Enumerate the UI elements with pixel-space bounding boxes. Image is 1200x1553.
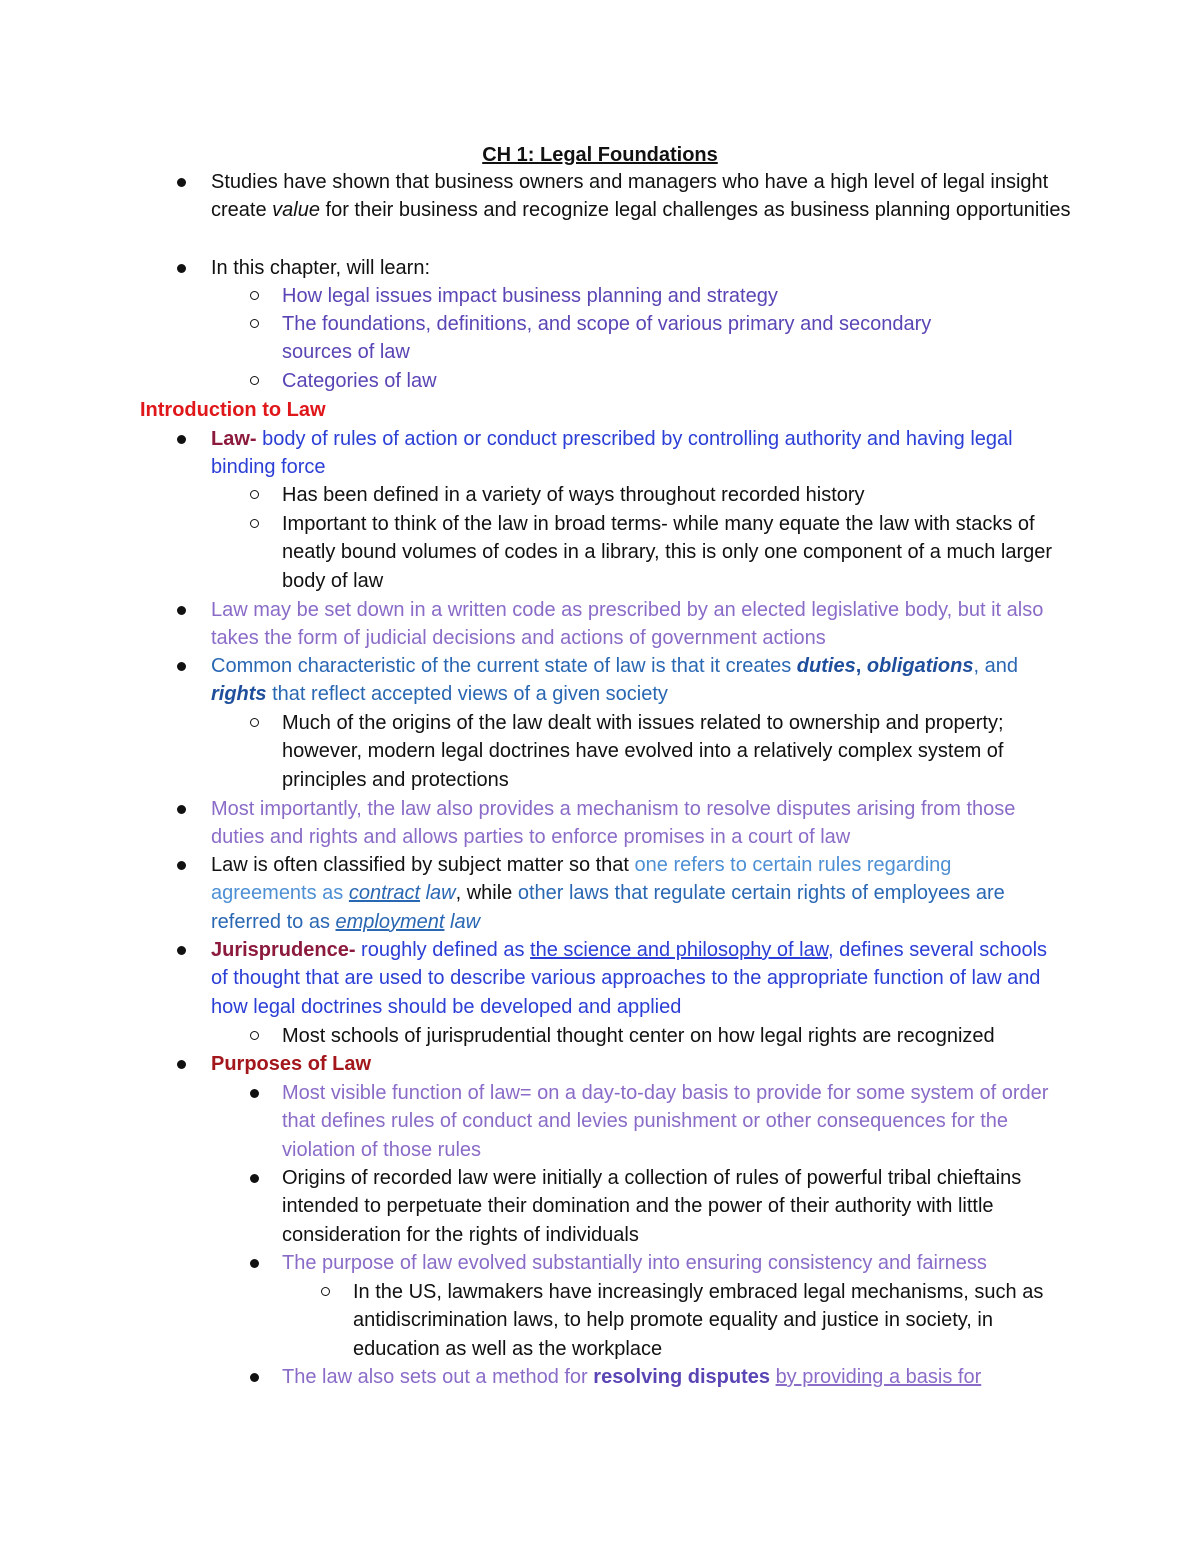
- text: , and: [973, 655, 1018, 677]
- circle-bullet-icon: [250, 490, 259, 499]
- text: Origins of recorded law were initially a collection of rules of powerful tribal chieftains intended to perpetuate their domination and the power of their authority with little consideration for the rights of individuals: [282, 1167, 1022, 1246]
- text: Most schools of jurisprudential thought center on how legal rights are recognized: [282, 1025, 995, 1047]
- text: that reflect accepted views of a given society: [266, 683, 668, 706]
- circle-bullet-icon: [250, 519, 259, 528]
- circle-bullet-icon: [250, 319, 259, 328]
- bullet-icon: [250, 1259, 259, 1268]
- text: ,: [855, 655, 867, 677]
- list-item: [282, 1079, 1072, 1164]
- subheading: Purposes of Law: [211, 1053, 372, 1075]
- term-label: Jurisprudence-: [211, 939, 356, 961]
- list-item: [211, 795, 1041, 852]
- page-title: CH 1: Legal Foundations: [482, 144, 718, 166]
- bullet-icon: [177, 264, 186, 273]
- circle-bullet-icon: [250, 291, 259, 300]
- text: How legal issues impact business planning and strategy: [282, 285, 778, 307]
- text: In the US, lawmakers have increasingly embraced legal mechanisms, such as antidiscrimination laws, to help promote equality and justice in society, in education as well as the workplace: [353, 1281, 1044, 1360]
- text: , defines several schools of thought that are used to describe various approaches to the appropriate function of law and how legal doctrines should be developed and applied: [211, 939, 1048, 1018]
- text: Has been defined in a variety of ways throughout recorded history: [282, 484, 865, 506]
- bullet-icon: [250, 1373, 259, 1382]
- term-employment: employment: [335, 910, 445, 933]
- bullet-icon: [177, 178, 186, 187]
- text: Law may be set down in a written code as prescribed by an elected legislative body, but it also takes the form of judicial decisions and actions of government actions: [211, 599, 1044, 650]
- text-underlined: the science and philosophy of law: [530, 939, 829, 961]
- text-value-emphasis: value: [272, 199, 320, 222]
- list-item: [282, 481, 1082, 509]
- section-heading: Introduction to Law: [140, 399, 326, 421]
- list-item: [282, 1164, 1072, 1249]
- list-item: [211, 425, 1041, 482]
- text: Most visible function of law= on a day-to-day basis to provide for some system of order that defines rules of conduct and levies punishment or other consequences for the violation of those rules: [282, 1082, 1049, 1161]
- bullet-icon: [177, 1060, 186, 1069]
- text: other laws that regulate certain rights of employees are referred to as: [211, 882, 1005, 933]
- text: In this chapter, will learn:: [211, 257, 430, 279]
- list-item: [211, 254, 1071, 282]
- list-item: [282, 282, 1082, 310]
- term-label: Law-: [211, 428, 257, 450]
- list-item: [353, 1278, 1053, 1363]
- text: Law is often classified by subject matter so that: [211, 854, 635, 876]
- list-item: [282, 709, 1062, 794]
- text: roughly defined as: [355, 939, 531, 961]
- text: law: [444, 910, 481, 933]
- list-item: [282, 1022, 1082, 1050]
- list-item: [211, 168, 1071, 225]
- list-item: [211, 652, 1061, 709]
- circle-bullet-icon: [250, 1031, 259, 1040]
- term-duties: duties: [796, 655, 856, 677]
- list-item: [282, 367, 1082, 395]
- bullet-icon: [177, 805, 186, 814]
- bullet-icon: [177, 435, 186, 444]
- text-underlined: by providing a basis for: [775, 1366, 982, 1388]
- list-item: [211, 851, 1041, 936]
- bullet-icon: [177, 861, 186, 870]
- text: one refers to certain rules regarding agreements as: [211, 854, 952, 905]
- bullet-icon: [177, 662, 186, 671]
- bullet-icon: [177, 606, 186, 615]
- bullet-icon: [250, 1174, 259, 1183]
- text: The law also sets out a method for: [282, 1366, 594, 1388]
- text: law: [420, 882, 456, 905]
- list-item: [282, 1249, 1072, 1277]
- list-item: [211, 1050, 1071, 1078]
- bullet-icon: [177, 946, 186, 955]
- bullet-icon: [250, 1089, 259, 1098]
- text: Much of the origins of the law dealt with issues related to ownership and property; however, modern legal doctrines have evolved into a relatively complex system of principles and protections: [282, 712, 1004, 791]
- list-item: [211, 936, 1051, 1021]
- term-resolving-disputes: resolving disputes: [593, 1366, 770, 1388]
- list-item: [282, 310, 1002, 367]
- circle-bullet-icon: [321, 1287, 330, 1296]
- circle-bullet-icon: [250, 376, 259, 385]
- circle-bullet-icon: [250, 718, 259, 727]
- text: The purpose of law evolved substantially into ensuring consistency and fairness: [282, 1252, 987, 1274]
- list-item: [282, 510, 1062, 595]
- list-item: [211, 596, 1061, 653]
- text: , while: [455, 882, 518, 905]
- text: for their business and recognize legal challenges as business planning opportunities: [319, 199, 1071, 222]
- list-item: [282, 1363, 1072, 1391]
- text: Important to think of the law in broad terms- while many equate the law with stacks of neatly bound volumes of codes in a library, this is only one component of a much larger body of law: [282, 513, 1053, 592]
- term-contract: contract: [348, 882, 421, 905]
- text: Most importantly, the law also provides a mechanism to resolve disputes arising from those duties and rights and allows parties to enforce promises in a court of law: [211, 798, 1016, 849]
- term-rights: rights: [211, 683, 267, 706]
- text: Studies have shown that business owners and managers who have a high level of legal insight create: [211, 171, 1049, 222]
- text: body of rules of action or conduct prescribed by controlling authority and having legal binding force: [211, 428, 1013, 479]
- text: Common characteristic of the current state of law is that it creates: [211, 655, 797, 677]
- term-obligations: obligations: [866, 655, 974, 677]
- text: Categories of law: [282, 370, 437, 392]
- text: The foundations, definitions, and scope of various primary and secondary sources of law: [282, 313, 932, 364]
